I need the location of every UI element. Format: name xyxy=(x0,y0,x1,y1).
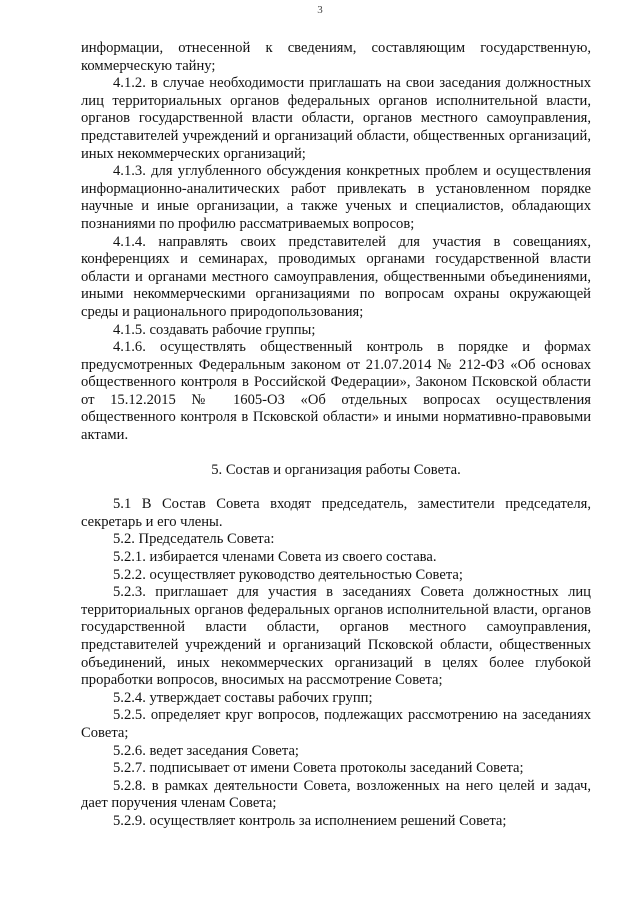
paragraph-4-1-6: 4.1.6. осуществлять общественный контроль в порядке и формах предусмотренных Федеральным законом от 21.07.2014 № 212-ФЗ «Об основах общественного контроля в Российской Федерации», Законом Псковской области от 15.12.2015 № 1605-ОЗ «Об отдельных вопросах осуществления общественного контроля в Псковской области» и иными нормативно-правовыми актами. xyxy=(81,339,591,444)
document-body xyxy=(81,40,591,831)
paragraph-4-1-5: 4.1.5. создавать рабочие группы; xyxy=(113,321,316,338)
paragraph-4-1-2: 4.1.2. в случае необходимости приглашать на свои заседания должностных лиц территориальных органов федеральных органов исполнительной власти, органов государственной власти области, органов местного самоуправления, представителей учреждений и организаций области, общественных организаций, иных некоммерческих организаций; xyxy=(81,75,591,162)
paragraph-5-2: 5.2. Председатель Совета: xyxy=(113,531,275,548)
section-heading: 5. Состав и организация работы Совета. xyxy=(211,461,461,478)
paragraph-5-2-2: 5.2.2. осуществляет руководство деятельностью Совета; xyxy=(113,566,463,583)
paragraph-5-2-8: 5.2.8. в рамках деятельности Совета, возложенных на него целей и задач, дает поручения членам Совета; xyxy=(81,777,591,812)
paragraph-5-2-7: 5.2.7. подписывает от имени Совета протоколы заседаний Совета; xyxy=(113,760,524,777)
paragraph-5-2-1: 5.2.1. избирается членами Совета из своего состава. xyxy=(113,549,437,566)
paragraph-5-2-5: 5.2.5. определяет круг вопросов, подлежащих рассмотрению на заседаниях Совета; xyxy=(81,707,591,741)
paragraph-4-1-3: 4.1.3. для углубленного обсуждения конкретных проблем и осуществления информационно-аналитических работ привлекать в установленном порядке научные и иные организации, а также ученых и специалистов, обладающих познаниями по профилю рассматриваемых вопросов; xyxy=(81,163,591,232)
paragraph-5-2-3: 5.2.3. приглашает для участия в заседаниях Совета должностных лиц территориальных органов федеральных органов исполнительной власти, органов государственной власти области, органов местного самоуправления, представителей учреждений и организаций Псковской области, общественных объединений, иных некоммерческих организаций в целях более глубокой проработки вопросов, вносимых на рассмотрение Совета; xyxy=(81,584,591,689)
paragraph-5-2-4: 5.2.4. утверждает составы рабочих групп; xyxy=(113,689,373,706)
paragraph-4-1-4: 4.1.4. направлять своих представителей для участия в совещаниях, конференциях и семинарах, проводимых органами государственной власти области и органами местного самоуправления, общественными объединениями, иными некоммерческими организациями по вопросам охраны окружающей среды и рационального природопользования; xyxy=(81,233,591,320)
paragraph-continuation: информации, отнесенной к сведениям, составляющим государственную, коммерческую тайну; xyxy=(81,40,591,74)
paragraph-5-1: 5.1 В Состав Совета входят председатель, заместители председателя, секретарь и его члены. xyxy=(81,496,591,530)
spacer xyxy=(81,479,591,496)
page-number: 3 xyxy=(317,4,323,16)
spacer xyxy=(81,445,591,462)
paragraph-5-2-9: 5.2.9. осуществляет контроль за исполнением решений Совета; xyxy=(113,812,507,829)
paragraph-5-2-6: 5.2.6. ведет заседания Совета; xyxy=(113,742,299,759)
